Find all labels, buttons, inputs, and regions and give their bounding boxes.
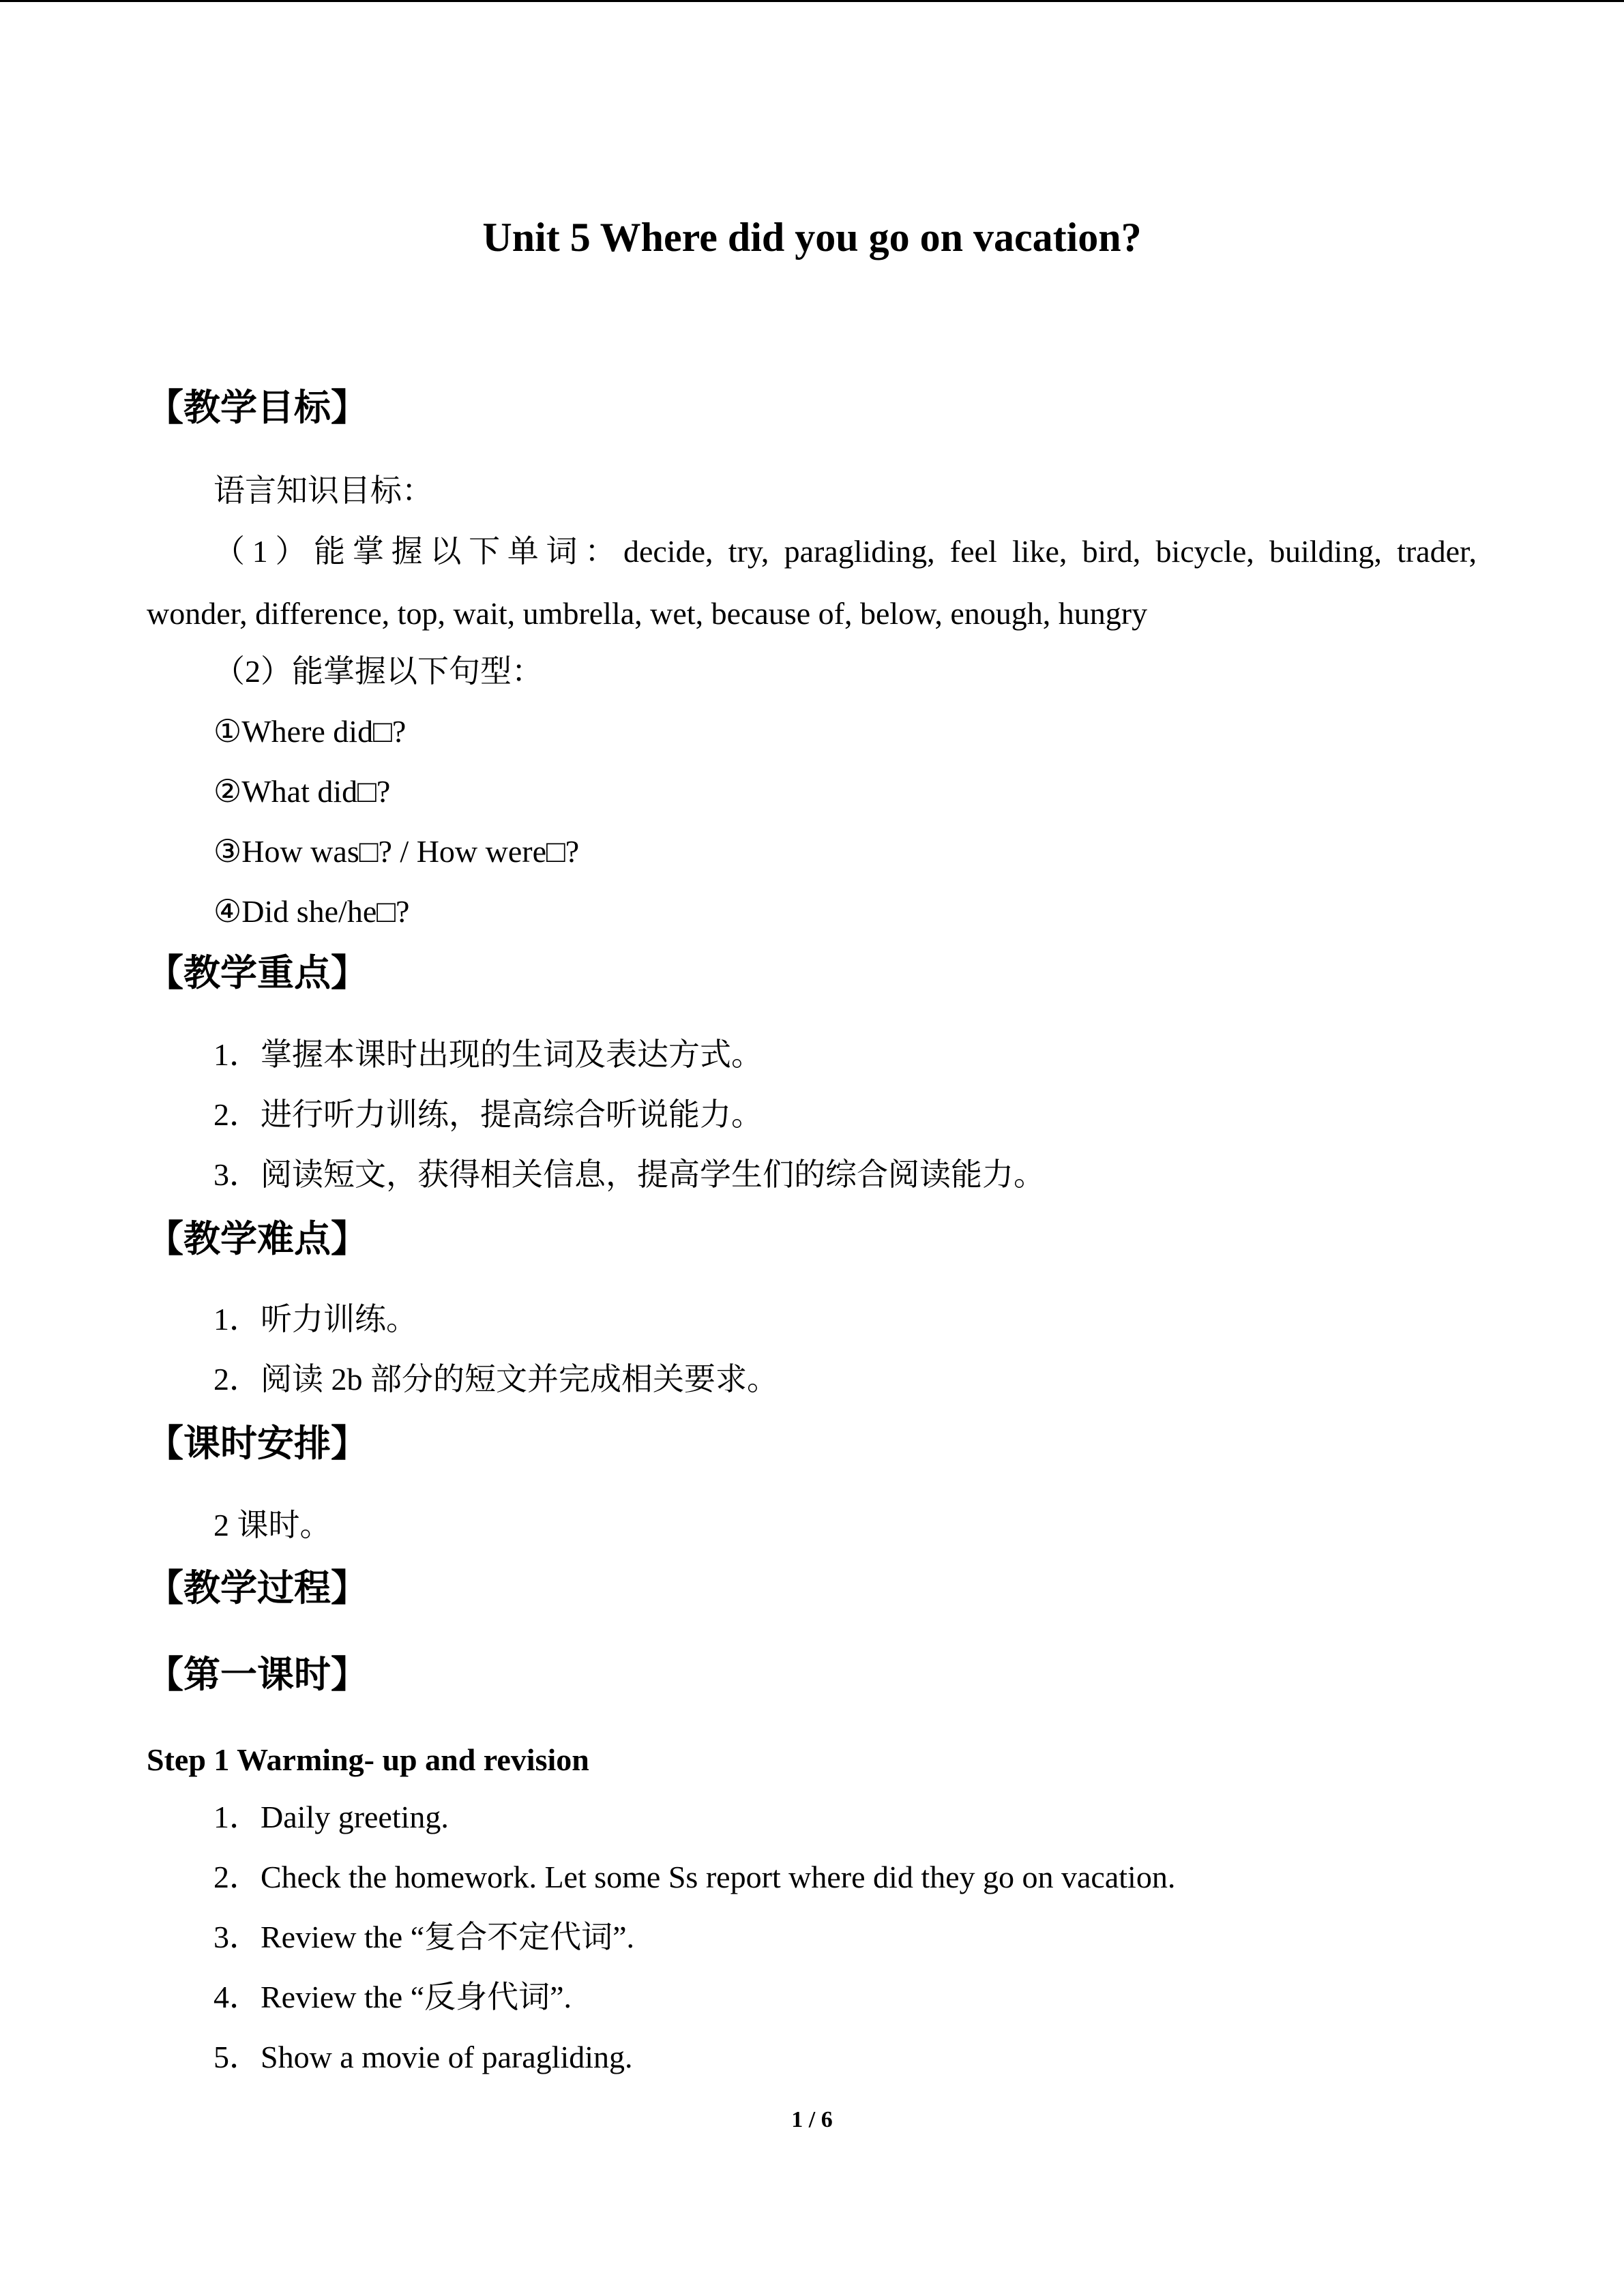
schedule-text: 2 课时。 xyxy=(213,1508,331,1542)
key-point-item: 1．掌握本课时出现的生词及表达方式。 xyxy=(213,1037,763,1072)
key-point-item: 2．进行听力训练，提高综合听说能力。 xyxy=(213,1097,763,1132)
heading-difficulties: 【教学难点】 xyxy=(147,1219,368,1259)
step-item: 4．Review the “反身代词”. xyxy=(213,1980,572,2014)
pattern-item: ④Did she/he□? xyxy=(213,894,410,929)
step-item: 2．Check the homework. Let some Ss report where did they go on vacation. xyxy=(213,1860,1176,1894)
step-item: 1．Daily greeting. xyxy=(213,1800,449,1834)
page-top-border xyxy=(0,0,1624,2)
step-item: 5．Show a movie of paragliding. xyxy=(213,2040,633,2074)
key-point-item: 3．阅读短文，获得相关信息，提高学生们的综合阅读能力。 xyxy=(213,1157,1045,1192)
heading-teaching-goals: 【教学目标】 xyxy=(147,387,368,428)
heading-key-points: 【教学重点】 xyxy=(147,953,368,994)
heading-first-lesson: 【第一课时】 xyxy=(147,1654,368,1695)
language-goals-label: 语言知识目标： xyxy=(213,473,433,508)
sentence-patterns-label: （2）能掌握以下句型： xyxy=(213,654,543,689)
vocab-list-line1: （1）能掌握以下单词：decide, try, paragliding, feel like, bird, bicycle, building, trader, xyxy=(213,534,1477,569)
pattern-item: ②What did□? xyxy=(213,774,391,809)
heading-teaching-process: 【教学过程】 xyxy=(147,1568,368,1609)
vocab-list-line2: wonder, difference, top, wait, umbrella, wet, because of, below, enough, hungry xyxy=(147,596,1148,631)
heading-schedule: 【课时安排】 xyxy=(147,1423,368,1464)
step-item: 3．Review the “复合不定代词”. xyxy=(213,1920,635,1954)
difficulty-item: 2．阅读 2b 部分的短文并完成相关要求。 xyxy=(213,1362,778,1397)
pattern-item: ①Where did□? xyxy=(213,714,407,749)
page-number: 1 / 6 xyxy=(791,2107,833,2132)
pattern-item: ③How was□? / How were□? xyxy=(213,834,580,869)
document-title: Unit 5 Where did you go on vacation? xyxy=(482,215,1142,260)
difficulty-item: 1．听力训练。 xyxy=(213,1302,417,1337)
step-1-title: Step 1 Warming- up and revision xyxy=(147,1742,589,1777)
